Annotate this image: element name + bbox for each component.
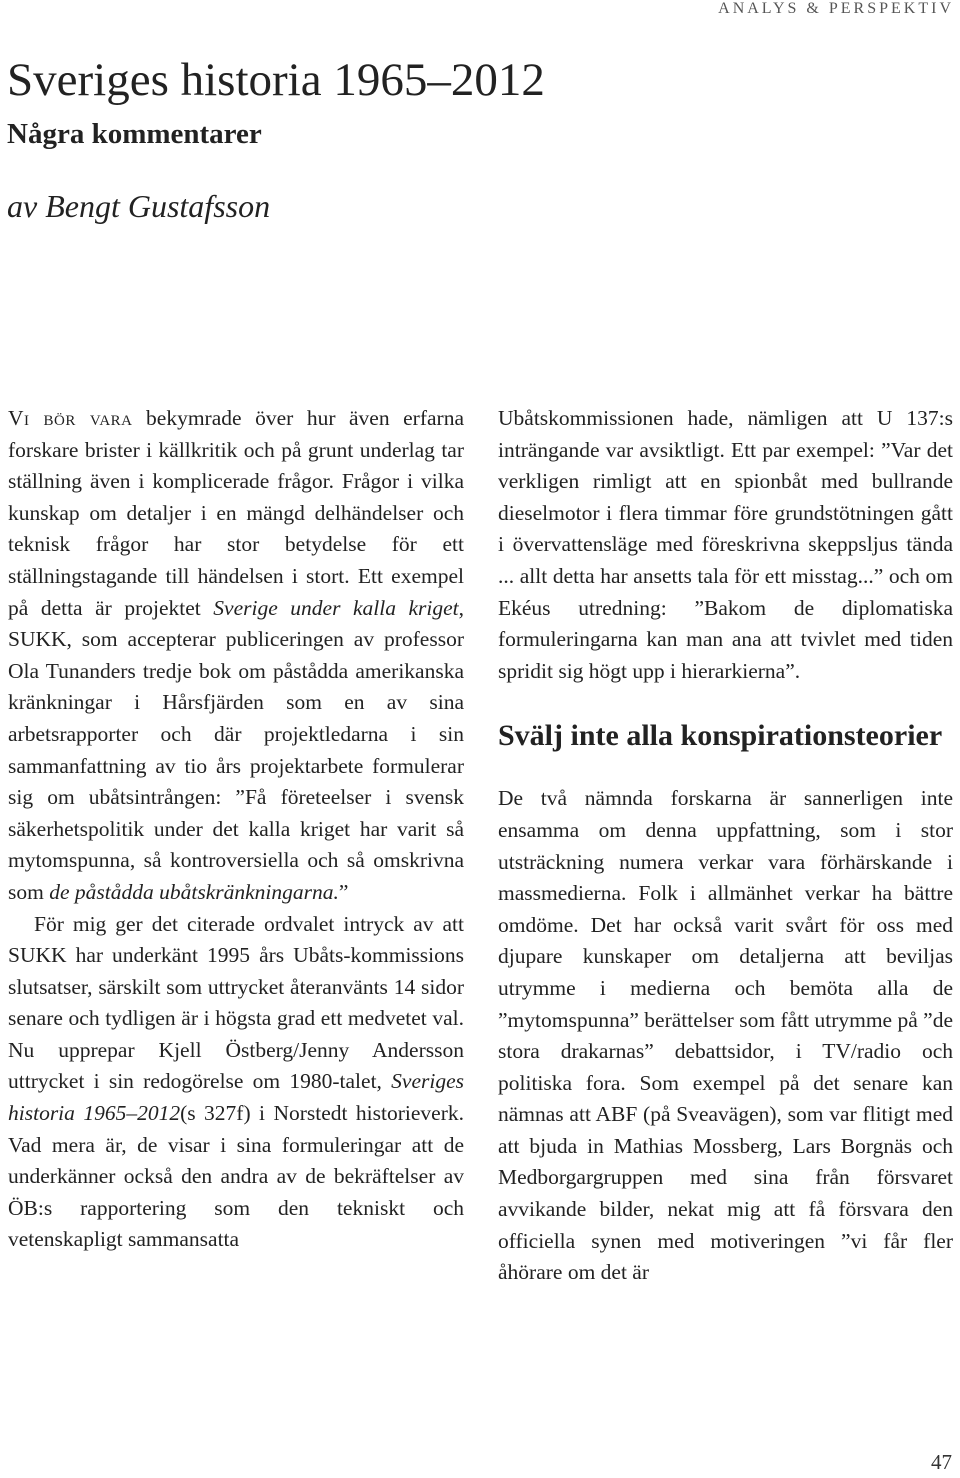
italic-quote: de påstådda ubåtskränkningarna. bbox=[49, 879, 339, 904]
lead-in-smallcaps: Vi bör vara bbox=[8, 406, 133, 430]
italic-project-title: Sverige under kalla kriget bbox=[213, 595, 459, 620]
article-byline: av Bengt Gustafsson bbox=[7, 188, 271, 224]
page-number: 47 bbox=[931, 1450, 952, 1474]
paragraph-text: (s 327f) i Norstedt historieverk. Vad mera är, de visar i sina formuleringar att de underkänner också den andra av de bekräftelser av ÖB:s rapportering som den tekniskt och vetenskapligt sammansatta bbox=[8, 1101, 464, 1252]
article-subtitle: Några kommentarer bbox=[7, 118, 262, 150]
right-paragraph-1: Ubåtskommissionen hade, nämligen att U 137:s inträngande var avsiktligt. Ett par exempel: ”Var det verkligen rimligt att en spionbåt med bullrande dieselmotor i flera timmar före grundstötningen gått i övervattensläge med föreskrivna skeppsljus tända ... allt detta har ansetts tala för ett misstag...” och om Ekéus utredning: ”Bakom de diplomatiska formuleringarna kan man ana att tvivlet med tiden spridit sig högt upp i hierarkierna”. bbox=[498, 406, 953, 683]
section-label: ANALYS & PERSPEKTIV bbox=[718, 0, 954, 17]
left-column bbox=[8, 403, 464, 1256]
paragraph-text: , SUKK, som accepterar publiceringen av professor Ola Tunanders tredje bok om påstådda amerikanska kränkningar i Hårsfjärden som en av sina arbetsrapporter och där projektledarna i sin sammanfattning av tio års projektarbete formulerar sig om ubåtsintrången: ”Få företeelser i svensk säkerhetspolitik under det kalla kriget har varit så mytomspunna, så kontroversiella och så omskrivna som bbox=[8, 595, 464, 904]
closing-quote: ” bbox=[338, 879, 349, 904]
right-paragraph-2: De två nämnda forskarna är sannerligen inte ensamma om denna uppfattning, som i stor utsträckning numera verkar vara förhärskande i massmedierna. Folk i allmänhet verkar ha bättre omdöme. Det har också varit svårt för oss med djupare kunskaper om detaljerna att beviljas utrymme i medierna och bemöta alla de ”mytomspunna” berättelser som fått utrymme på ”de stora drakarnas” debattsidor, i TV/radio och politiska fora. Som exempel på det senare kan nämnas att ABF (på Sveavägen), som var flitigt med att bjuda in Mathias Mossberg, Lars Borgnäs och Medborgargruppen med sina från försvaret avvikande bilder, nekat mig att få försvara den officiella synen med motiveringen ”vi får fler åhörare om det är bbox=[498, 786, 953, 1285]
paragraph-text: För mig ger det citerade ordvalet intryck av att SUKK har underkänt 1995 års Ubåts-kommissions slutsatser, särskilt som uttrycket återanvänts 14 sidor senare och tydligen är i högsta grad ett medvetet val. Nu upprepar Kjell Östberg/Jenny Andersson uttrycket i sin redogörelse om 1980-talet, bbox=[8, 911, 464, 1094]
section-heading: Svälj inte alla konspirationsteorier bbox=[498, 719, 943, 753]
italic-book-title: Sveriges historia 1965–2012 bbox=[8, 1069, 464, 1126]
paragraph-text: bekymrade över hur även erfarna forskare brister i källkritik och på grunt underlag tar ställning även i komplicerade frågor. Frågor i vilka kunskap om detaljer i en mängd delhändelser och teknisk frågor har stor betydelse för ett ställningstagande till händelsen i stort. Ett exempel på detta är projektet bbox=[8, 406, 464, 620]
right-column bbox=[498, 403, 953, 1289]
article-title: Sveriges historia 1965–2012 bbox=[7, 54, 545, 106]
left-paragraph-2 bbox=[8, 909, 464, 1257]
left-paragraph-1 bbox=[8, 403, 464, 909]
